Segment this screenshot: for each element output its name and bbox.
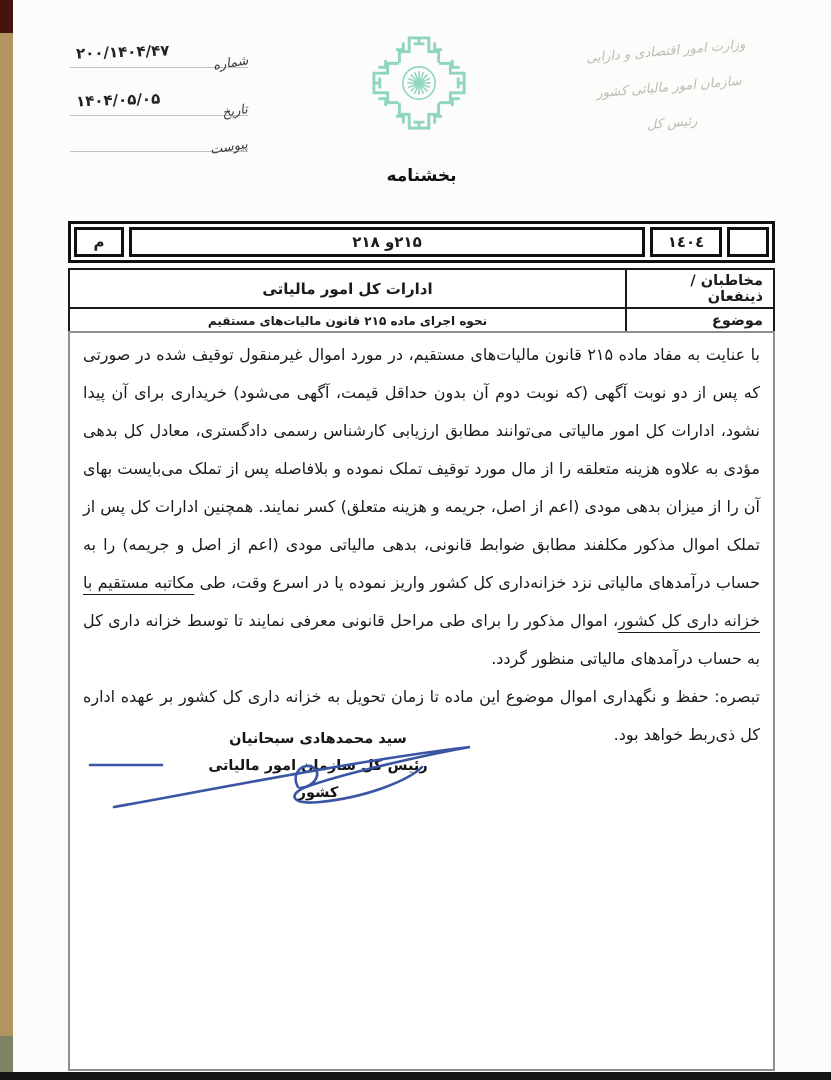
- handwritten-signature: [84, 735, 474, 817]
- letterhead-meta: [70, 26, 248, 158]
- scan-edge-strip: [0, 0, 13, 1080]
- document-number-row: [70, 26, 249, 74]
- info-table: [68, 268, 775, 335]
- document-attachment-row: [70, 122, 249, 158]
- scan-corner-artifact-top: [0, 0, 13, 33]
- subject-row: [70, 307, 773, 333]
- ministry-header: [555, 25, 784, 152]
- classification-empty-cell: [727, 227, 769, 257]
- document-date-value: ۱۴۰۴/۰۵/۰۵: [75, 89, 161, 111]
- subject-label: موضوع: [625, 309, 773, 333]
- classification-type-cell: م: [74, 227, 124, 257]
- ministry-name: وزارت امور اقتصادی و دارایی: [585, 37, 747, 67]
- subject-value: نحوه اجرای ماده ۲۱۵ قانون مالیات‌های مستقیم: [207, 314, 488, 328]
- note-paragraph: تبصره: حفظ و نگهداری اموال موضوع این ماده تا زمان تحویل به خزانه داری کل کشور بر عهده اداره کل ذی‌ربط خواهد بود.: [83, 687, 760, 744]
- classification-articles-cell: ۲۱۵و ۲۱۸: [129, 227, 645, 257]
- emblem-rosette: [403, 67, 435, 99]
- document-date-label: تاریخ: [221, 102, 250, 121]
- recipients-label: مخاطبان / ذینفعان: [625, 270, 773, 307]
- body-text-after-underline: ، اموال مذکور را برای طی مراحل قانونی معرفی نمایند تا توسط خزانه داری کل به حساب درآمدهای مالیاتی منظور گردد.: [83, 611, 760, 668]
- document-number-value: ۲۰۰/۱۴۰۴/۴۷: [75, 41, 170, 63]
- body-paragraph: [83, 336, 760, 678]
- recipients-value: ادارات کل امور مالیاتی: [262, 279, 433, 298]
- signatory-name: سید محمدهادی سبحانیان: [229, 731, 407, 747]
- scan-corner-artifact-bottom: [0, 1036, 13, 1072]
- body-frame: [68, 331, 775, 1071]
- signature-stroke: [90, 747, 470, 807]
- tax-administration-emblem-icon: [370, 34, 468, 132]
- organization-name: سازمان امور مالیاتی کشور: [595, 73, 743, 102]
- classification-year-cell: ۱٤۰٤: [650, 227, 722, 257]
- signatory-title: رئیس کل سازمان امور مالیاتی کشور: [208, 758, 428, 801]
- recipients-row: [70, 270, 773, 307]
- scan-bottom-strip: [0, 1072, 831, 1080]
- body-underlined-phrase: مکاتبه مستقیم با خزانه داری کل کشور: [83, 573, 761, 630]
- document-date-row: [70, 74, 250, 121]
- signatory-rank: رئیس کل: [646, 113, 698, 134]
- document-attachment-label: پیوست: [209, 137, 249, 158]
- document-title: بخشنامه: [386, 166, 457, 186]
- body-text-before-underline: با عنایت به مفاد ماده ۲۱۵ قانون مالیات‌های مستقیم، در مورد اموال غیرمنقول توقیف شده در صورتی که پس از دو نوبت آگهی (که نوبت دوم آن بدون حداقل قیمت، آگهی می‌شود) خریداری برای آن پیدا نشود، ادارات کل امور مالیاتی می‌توانند مطابق ارزیابی کارشناس رسمی دادگستری، معادل کل بدهی مؤدی به علاوه هزینه متعلقه را از مال مورد توقیف تملک نموده و بلافاصله پس از تملک می‌بایست بهای آن را از میزان بدهی مودی (اعم از اصل، جریمه و هزینه متعلق) کسر نمایند. همچنین ادارات کل پس از تملک اموال مذکور مکلفند مطابق ضوابط قانونی، بدهی مالیاتی مودی (اعم از اصل و جریمه) را به حساب درآمدهای مالیاتی نزد خزانه‌داری کل کشور واریز نموده یا در اسرع وقت، طی: [83, 345, 761, 592]
- document-number-label: شماره: [211, 53, 249, 74]
- classification-table: [68, 221, 775, 263]
